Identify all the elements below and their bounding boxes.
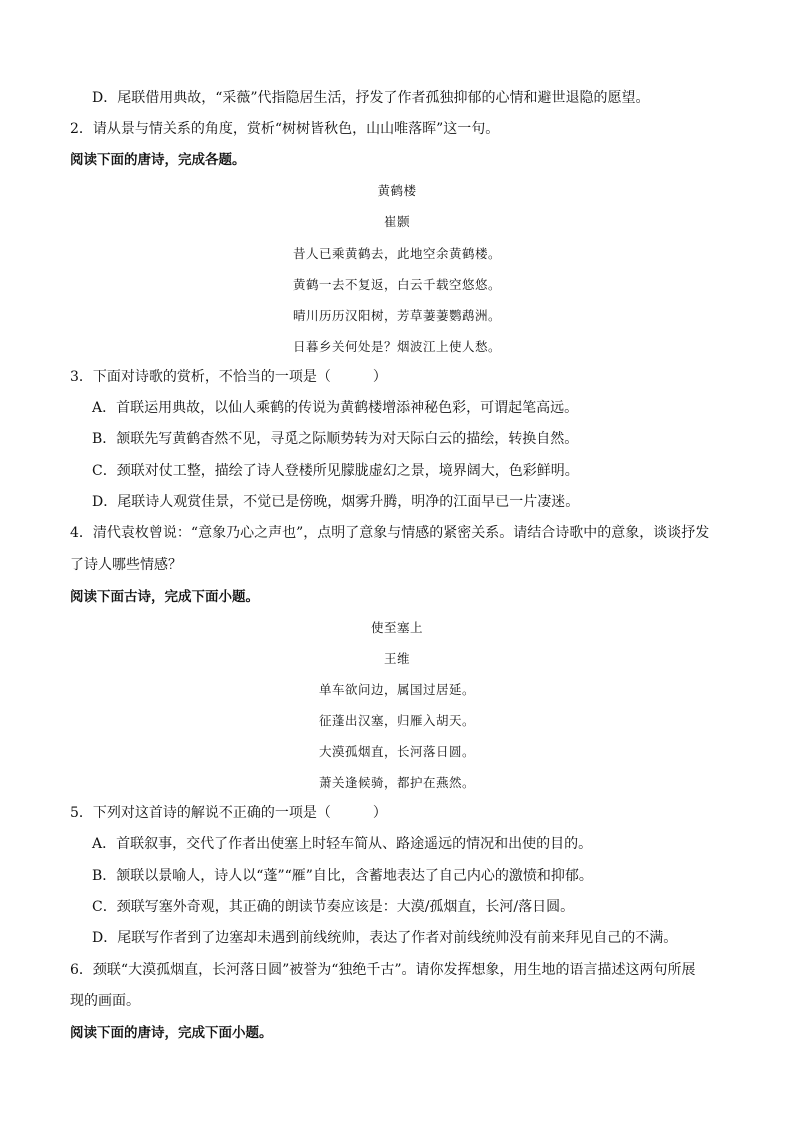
q5-option-c: C．颈联写塞外奇观，其正确的朗读节奏应该是：大漠/孤烟直，长河/落日圆。 <box>92 899 575 915</box>
q3-option-d: D．尾联诗人观赏佳景，不觉已是傍晚，烟雾升腾，明净的江面早已一片凄迷。 <box>92 494 580 510</box>
poem1-line: 昔人已乘黄鹤去，此地空余黄鹤楼。 <box>292 246 501 261</box>
poem2-title: 使至塞上 <box>370 620 423 635</box>
q1-option-d: D．尾联借用典故，“采薇”代指隐居生活，抒发了作者孤独抑郁的心情和避世退隐的愿望。 <box>92 90 650 106</box>
reading-instruction-3: 阅读下面的唐诗，完成下面小题。 <box>70 1025 273 1041</box>
question-4-line1: 4．清代袁枚曾说：“意象乃心之声也”，点明了意象与情感的紧密关系。请结合诗歌中的意象，谈谈抒发 <box>70 525 710 541</box>
question-6-line1: 6．颈联“大漠孤烟直，长河落日圆”被誉为“独绝千古”。请你发挥想象，用生地的语言描述这两句所展 <box>70 962 696 978</box>
q5-option-d: D．尾联写作者到了边塞却未遇到前线统帅，表达了作者对前线统帅没有前来拜见自己的不满。 <box>92 930 678 946</box>
question-3: 3．下面对诗歌的赏析，不恰当的一项是（ ） <box>70 369 387 385</box>
reading-instruction-1: 阅读下面的唐诗，完成各题。 <box>70 152 246 168</box>
poem1-line: 晴川历历汉阳树，芳草萋萋鹦鹉洲。 <box>292 308 501 323</box>
poem1-line: 黄鹤一去不复返，白云千载空悠悠。 <box>292 277 501 292</box>
poem1-title: 黄鹤楼 <box>377 183 417 198</box>
q3-option-b: B．颔联先写黄鹤杳然不见，寻觅之际顺势转为对天际白云的描绘，转换自然。 <box>92 431 579 447</box>
question-4-line2: 了诗人哪些情感？ <box>70 557 182 573</box>
poem2-line: 征蓬出汉塞，归雁入胡天。 <box>318 713 475 728</box>
question-2: 2．请从景与情关系的角度，赏析“树树皆秋色，山山唯落晖”这一句。 <box>70 121 500 137</box>
reading-instruction-2: 阅读下面古诗，完成下面小题。 <box>70 589 259 605</box>
poem2-line: 大漠孤烟直，长河落日圆。 <box>318 744 475 759</box>
q5-option-a: A．首联叙事，交代了作者出使塞上时轻车简从、路途遥远的情况和出使的目的。 <box>92 836 593 852</box>
poem1-line: 日暮乡关何处是？烟波江上使人愁。 <box>292 339 501 354</box>
question-6-line2: 现的画面。 <box>70 993 140 1009</box>
q3-option-c: C．颈联对仗工整，描绘了诗人登楼所见朦胧虚幻之景，境界阔大，色彩鲜明。 <box>92 463 579 479</box>
poem1-author: 崔颢 <box>383 214 410 229</box>
q3-option-a: A．首联运用典故，以仙人乘鹤的传说为黄鹤楼增添神秘色彩，可谓起笔高远。 <box>92 400 579 416</box>
poem2-line: 单车欲问边，属国过居延。 <box>318 682 475 697</box>
question-5: 5．下列对这首诗的解说不正确的一项是（ ） <box>70 805 387 821</box>
q5-option-b: B．颔联以景喻人，诗人以“蓬”“雁”自比，含蓄地表达了自己内心的激愤和抑郁。 <box>92 868 593 884</box>
poem2-author: 王维 <box>383 651 410 666</box>
poem2-line: 萧关逢候骑，都护在燕然。 <box>318 775 475 790</box>
